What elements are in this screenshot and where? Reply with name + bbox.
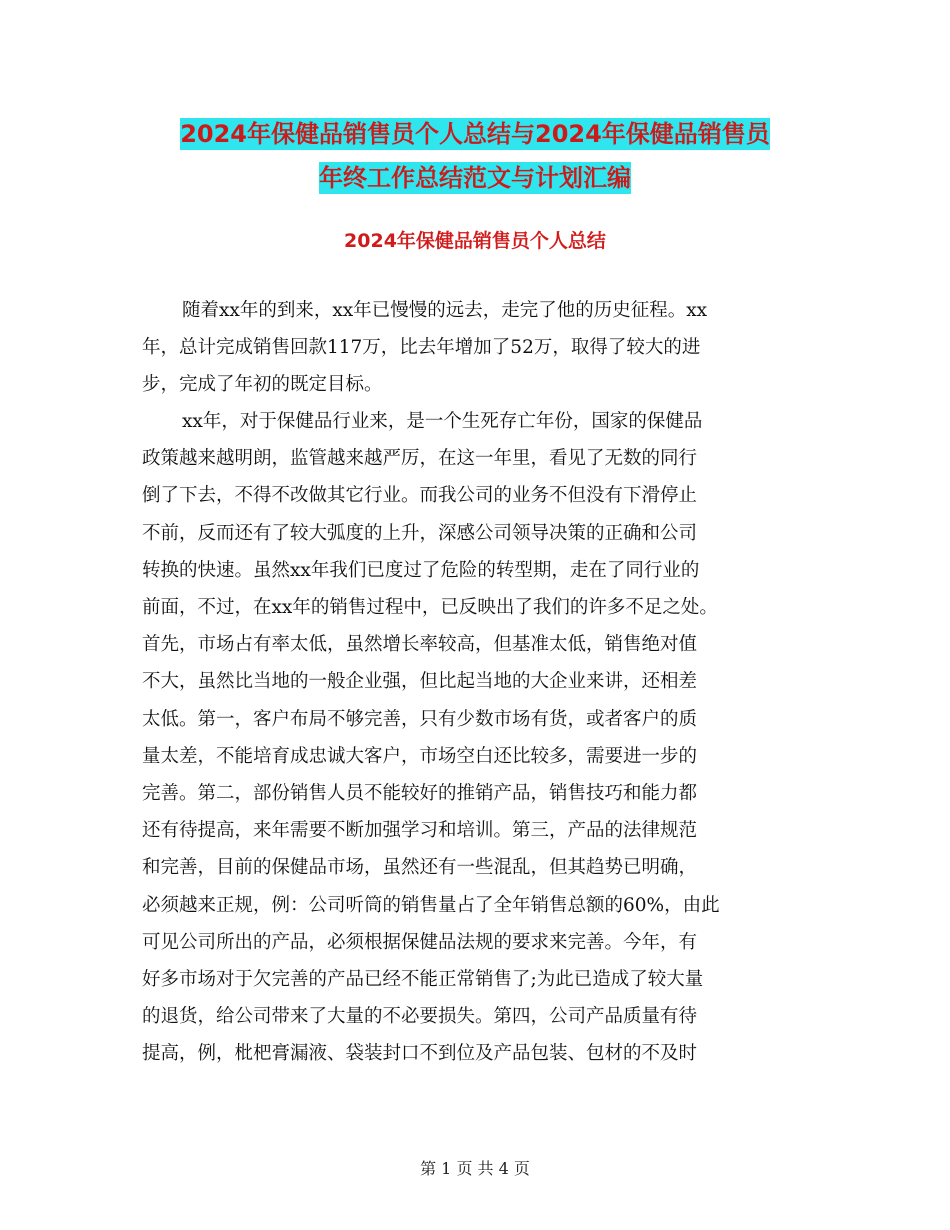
paragraph-1 bbox=[142, 292, 812, 404]
paragraph-line: 太低。第一，客户布局不够完善，只有少数市场有货，或者客户的质 bbox=[142, 708, 698, 730]
document-title-line-2-text: 年终工作总结范文与计划汇编 bbox=[319, 164, 631, 192]
paragraph-line: 倒了下去，不得不改做其它行业。而我公司的业务不但没有下滑停止 bbox=[142, 485, 698, 507]
paragraph-2 bbox=[142, 403, 812, 1073]
paragraph-line: 首先，市场占有率太低，虽然增长率较高，但基准太低，销售绝对值 bbox=[142, 634, 698, 656]
paragraph-line: 步，完成了年初的既定目标。 bbox=[142, 374, 383, 396]
document-title-line-1 bbox=[0, 114, 950, 149]
paragraph-line: 量太差，不能培育成忠诚大客户，市场空白还比较多，需要进一步的 bbox=[142, 745, 698, 767]
paragraph-line: 转换的快速。虽然xx年我们已度过了危险的转型期，走在了同行业的 bbox=[142, 559, 700, 581]
paragraph-line: 政策越来越明朗，监管越来越严厉，在这一年里，看见了无数的同行 bbox=[142, 448, 698, 470]
paragraph-line: 和完善，目前的保健品市场，虽然还有一些混乱，但其趋势已明确， bbox=[142, 857, 698, 879]
document-title-line-2 bbox=[0, 158, 950, 193]
paragraph-line: 随着xx年的到来，xx年已慢慢的远去，走完了他的历史征程。xx bbox=[182, 300, 708, 321]
paragraph-line: 不大，虽然比当地的一般企业强，但比起当地的大企业来讲，还相差 bbox=[142, 671, 698, 693]
paragraph-line: 必须越来正规，例：公司听筒的销售量占了全年销售总额的60%，由此 bbox=[142, 894, 720, 916]
page-number-footer: 第 1 页 共 4 页 bbox=[420, 1159, 530, 1178]
paragraph-line: 完善。第二，部份销售人员不能较好的推销产品，销售技巧和能力都 bbox=[142, 783, 698, 805]
paragraph-line: 不前，反而还有了较大弧度的上升，深感公司领导决策的正确和公司 bbox=[142, 522, 698, 544]
paragraph-line: 提高，例，枇杷膏漏液、袋装封口不到位及产品包装、包材的不及时 bbox=[142, 1043, 698, 1065]
paragraph-line: 还有待提高，来年需要不断加强学习和培训。第三，产品的法律规范 bbox=[142, 820, 698, 842]
section-title: 2024年保健品销售员个人总结 bbox=[344, 230, 606, 252]
paragraph-line: 前面，不过，在xx年的销售过程中，已反映出了我们的许多不足之处。 bbox=[142, 597, 718, 619]
paragraph-line: 可见公司所出的产品，必须根据保健品法规的要求来完善。今年，有 bbox=[142, 931, 698, 953]
paragraph-line: 的退货，给公司带来了大量的不必要损失。第四，公司产品质量有待 bbox=[142, 1006, 698, 1028]
paragraph-line: xx年，对于保健品行业来，是一个生死存亡年份，国家的保健品 bbox=[182, 411, 703, 432]
paragraph-line: 年，总计完成销售回款117万，比去年增加了52万，取得了较大的进 bbox=[142, 337, 701, 359]
paragraph-line: 好多市场对于欠完善的产品已经不能正常销售了;为此已造成了较大量 bbox=[142, 969, 704, 991]
document-title-line-1-text: 2024年保健品销售员个人总结与2024年保健品销售员 bbox=[180, 120, 770, 148]
